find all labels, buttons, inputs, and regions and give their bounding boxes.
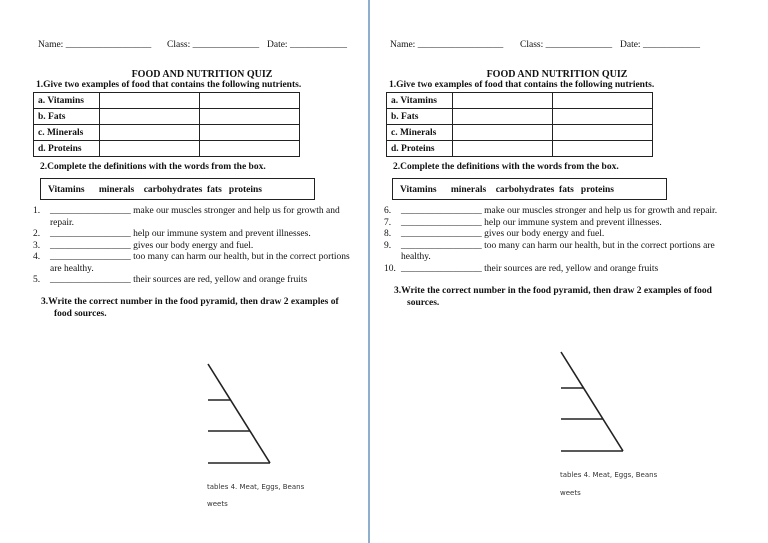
table-row [387, 109, 653, 125]
nutrient-label: d. Proteins [387, 141, 453, 157]
nutrient-label: c. Minerals [34, 125, 100, 141]
answer-cell[interactable] [553, 141, 653, 157]
quiz-title: FOOD AND NUTRITION QUIZ [131, 69, 273, 80]
list-item: 9. _________________ too many can harm our health, but in the correct portions are healthy. [384, 240, 715, 262]
answer-cell[interactable] [453, 93, 553, 109]
definitions-list [33, 206, 368, 287]
answer-cell[interactable] [200, 93, 300, 109]
nutrients-table [386, 92, 653, 157]
answer-cell[interactable] [453, 125, 553, 141]
list-item: 4. _________________ too many can harm our health, but in the correct portions are healthy. [33, 252, 350, 274]
food-pyramid [207, 360, 277, 466]
date-field[interactable]: Date: ____________ [267, 40, 347, 50]
class-field[interactable]: Class: ______________ [167, 40, 260, 50]
list-item: 3. _________________ gives our body energy and fuel. [33, 240, 254, 251]
table-row [387, 125, 653, 141]
food-pyramid [560, 348, 630, 454]
list-item: 5. _________________ their sources are red, yellow and orange fruits [33, 275, 308, 285]
name-field[interactable]: Name: __________________ [390, 40, 504, 50]
nutrient-label: a. Vitamins [387, 93, 453, 109]
answer-cell[interactable] [100, 141, 200, 157]
quiz-title: FOOD AND NUTRITION QUIZ [486, 69, 628, 80]
question-1: 1.Give two examples of food that contains the following nutrients. [389, 80, 655, 90]
pyramid-caption: tables 4. Meat, Eggs, Beans [207, 483, 305, 491]
question-2: 2.Complete the definitions with the words from the box. [393, 162, 619, 172]
answer-cell[interactable] [553, 125, 653, 141]
list-item: 1. _________________ make our muscles stronger and help us for growth and repair. [33, 206, 340, 228]
nutrient-label: b. Fats [34, 109, 100, 125]
answer-cell[interactable] [553, 109, 653, 125]
table-row [387, 141, 653, 157]
right-page [370, 0, 738, 543]
answer-cell[interactable] [100, 93, 200, 109]
question-3: 3.Write the correct number in the food pyramid, then draw 2 examples of food sources. [41, 297, 339, 319]
answer-cell[interactable] [200, 141, 300, 157]
name-field[interactable]: Name: __________________ [38, 40, 152, 50]
word-box: Vitamins minerals carbohydrates fats proteins [392, 178, 667, 200]
question-3: 3.Write the correct number in the food pyramid, then draw 2 examples of food sources. [394, 286, 712, 308]
answer-cell[interactable] [553, 93, 653, 109]
list-item: 7. _________________ help our immune system and prevent illnesses. [384, 217, 662, 228]
table-row [34, 93, 300, 109]
word-box: Vitamins minerals carbohydrates fats proteins [40, 178, 315, 200]
answer-cell[interactable] [100, 109, 200, 125]
answer-cell[interactable] [100, 125, 200, 141]
nutrients-table [33, 92, 300, 157]
table-row [34, 109, 300, 125]
pyramid-caption: tables 4. Meat, Eggs, Beans [560, 471, 658, 479]
nutrient-label: b. Fats [387, 109, 453, 125]
date-field[interactable]: Date: ____________ [620, 40, 700, 50]
question-2: 2.Complete the definitions with the words from the box. [40, 162, 266, 172]
answer-cell[interactable] [453, 109, 553, 125]
nutrient-label: c. Minerals [387, 125, 453, 141]
class-field[interactable]: Class: ______________ [520, 40, 613, 50]
list-item: 8. _________________ gives our body energy and fuel. [384, 229, 605, 239]
question-1: 1.Give two examples of food that contains the following nutrients. [36, 80, 302, 90]
table-row [387, 93, 653, 109]
definitions-list [384, 206, 738, 275]
nutrient-label: d. Proteins [34, 141, 100, 157]
table-row [34, 125, 300, 141]
pyramid-caption: weets [560, 489, 581, 497]
list-item: 6. _________________ make our muscles stronger and help us for growth and repair. [384, 206, 718, 216]
list-item: 10. _________________ their sources are red, yellow and orange fruits [384, 263, 659, 274]
answer-cell[interactable] [200, 125, 300, 141]
nutrient-label: a. Vitamins [34, 93, 100, 109]
list-item: 2. _________________ help our immune system and prevent illnesses. [33, 229, 311, 239]
pyramid-caption: weets [207, 500, 228, 508]
left-page [0, 0, 368, 543]
table-row [34, 141, 300, 157]
answer-cell[interactable] [453, 141, 553, 157]
answer-cell[interactable] [200, 109, 300, 125]
